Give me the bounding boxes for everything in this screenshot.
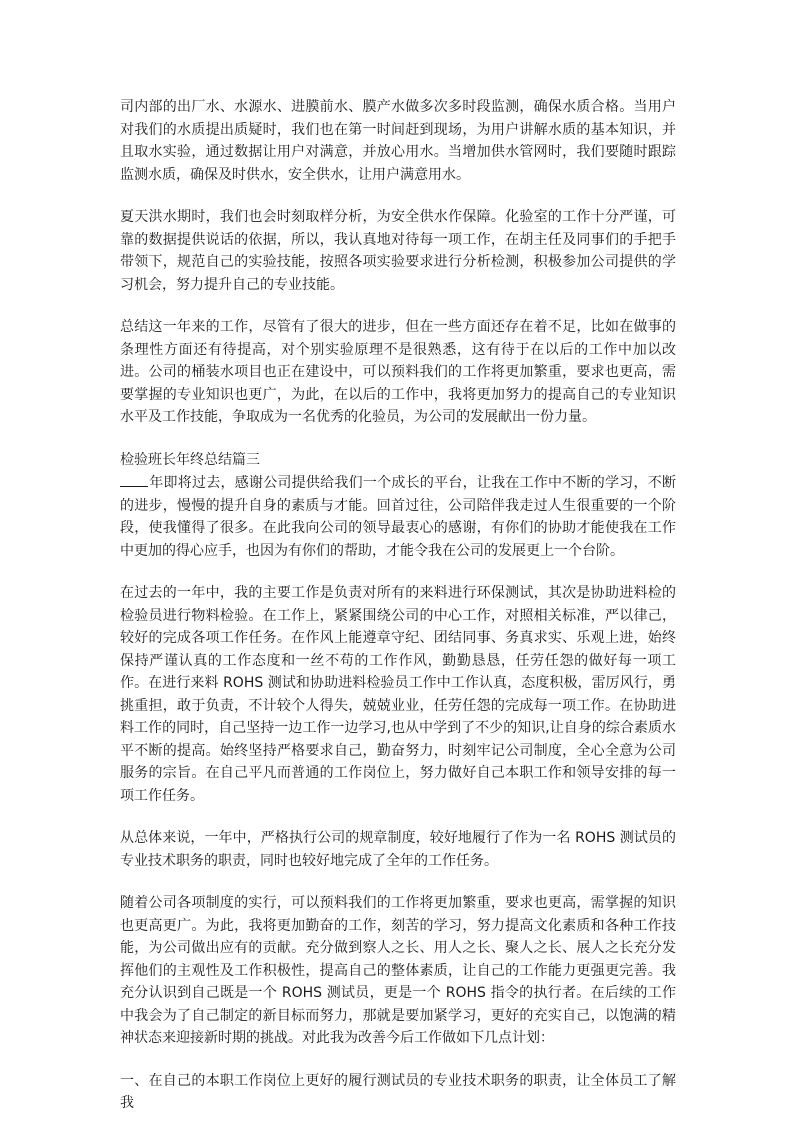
paragraph-main-work: 在过去的一年中，我的主要工作是负责对所有的来料进行环保测试，其次是协助进料检的检验员进行物料检验。在工作上，紧紧围绕公司的中心工作，对照相关标准，严以律己，较好的完成各项工作任务。在作风上能遵章守纪、团结同事、务真求实、乐观上进，始终保持严谨认真的工作态度和一丝不苟的工作作风，勤勤恳恳，任劳任怨的做好每一项工作。在进行来料 ROHS 测试和协助进料检验员工作中工作认真，态度积极，雷厉风行，勇挑重担，敢于负责，不计较个人得失，兢兢业业，任劳任怨的完成每一项工作。在协助进料工作的同时，自己坚持一边工作一边学习,也从中学到了不少的知识,让自身的综合素质水平不断的提高。始终坚持严格要求自己，勤奋努力，时刻牢记公司制度，全心全意为公司服务的宗旨。在自己平凡而普通的工作岗位上，努力做好自己本职工作和领导安排的每一项工作任务。: [120, 585, 676, 804]
paragraph-flood-season: 夏天洪水期时，我们也会时刻取样分析，为安全供水作保障。化验室的工作十分严谨，可靠的数据提供说话的依据，所以，我认真地对待每一项工作，在胡主任及同事们的手把手带领下，规范自己的实验技能，按照各项实验要求进行分析检测，积极参加公司提供的学习机会，努力提升自己的专业技能。: [120, 209, 676, 293]
year-blank-line: [120, 471, 148, 487]
section-intro-text: 年即将过去，感谢公司提供给我们一个成长的平台，让我在工作中不断的学习，不断的进步，慢慢的提升自身的素质与才能。回首过往，公司陪伴我走过人生很重要的一个阶段，使我懂得了很多。在此我向公司的领导最衷心的感谢，有你们的协助才能使我在工作中更加的得心应手，也因为有你们的帮助，才能令我在公司的发展更上一个台阶。: [120, 475, 676, 559]
paragraph-water-monitoring: 司内部的出厂水、水源水、进膜前水、膜产水做多次多时段监测，确保水质合格。当用户对我们的水质提出质疑时，我们也在第一时间赶到现场，为用户讲解水质的基本知识，并且取水实验，通过数据让用户对满意，并放心用水。当增加供水管网时，我们要随时跟踪监测水质，确保及时供水，安全供水，让用户满意用水。: [120, 99, 676, 183]
document-body: [120, 96, 676, 1135]
paragraph-plan-item-1: 一、在自己的本职工作岗位上更好的履行测试员的专业技术职务的职责，让全体员工了解我: [120, 1072, 676, 1111]
section-title: 检验班长年终总结篇三: [120, 451, 260, 468]
paragraph-section-intro: [120, 471, 676, 562]
paragraph-year-summary: 总结这一年来的工作，尽管有了很大的进步，但在一些方面还存在着不足，比如在做事的条理性方面还有待提高，对个别实验原理不是很熟悉，这有待于在以后的工作中加以改进。公司的桶装水项目也正在建设中，可以预料我们的工作将更加繁重，要求也更高，需要掌握的专业知识也更广，为此，在以后的工作中，我将更加努力的提高自己的专业知识水平及工作技能，争取成为一名优秀的化验员，为公司的发展献出一份力量。: [120, 319, 676, 425]
paragraph-overall: 从总体来说，一年中，严格执行公司的规章制度，较好地履行了作为一名 ROHS 测试员的专业技术职务的职责，同时也较好地完成了全年的工作任务。: [120, 830, 676, 869]
paragraph-future-plan: 随着公司各项制度的实行，可以预料我们的工作将更加繁重，要求也更高，需掌握的知识也更高更广。为此，我将更加勤奋的工作，刻苦的学习，努力提高文化素质和各种工作技能，为公司做出应有的贡献。充分做到察人之长、用人之长、聚人之长、展人之长充分发挥他们的主观性及工作积极性，提高自己的整体素质，让自己的工作能力更强更完善。我充分认识到自己既是一个 ROHS 测试员，更是一个 ROHS 指令的执行者。在后续的工作中我会为了自己制定的新目标而努力，那就是要加紧学习，更好的充实自己，以饱满的精神状态来迎接新时期的挑战。对此我为改善今后工作做如下几点计划：: [120, 895, 676, 1046]
